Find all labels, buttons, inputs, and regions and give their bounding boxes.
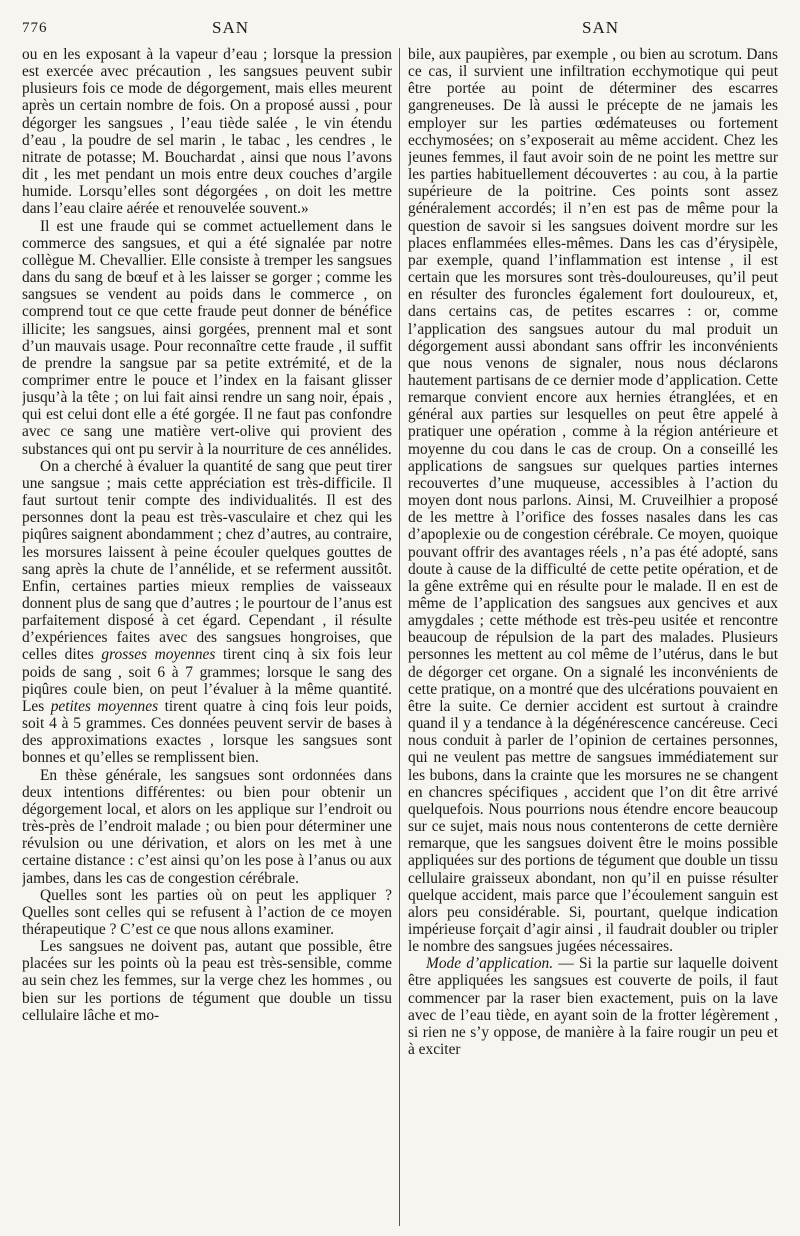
text-run: tirent quatre à cinq fois leur poids, soit 4 à 5 grammes. Ces données peuvent servir de bases à des approximations exactes , lorsque les sangsues sont bonnes et qu’elles se remplissent bien. [22,697,392,767]
paragraph-continued: bile, aux paupières, par exemple , ou bien au scrotum. Dans ce cas, il survient une infiltration ecchymotique qui peut être portée au point de déterminer des escarres gangreneuses. De là aussi le précepte de ne jamais les employer sur les parties œdémateuses ou fortement ecchymosées; on s’exposerait au même accident. Chez les jeunes femmes, il faut avoir soin de ne point les mettre sur les parties habituellement découvertes : au cou, à la partie supérieure de la poitrine. Ces points sont assez généralement accordés; il n’en est pas de même pour la question de savoir si les sangsues doivent mordre sur les places enflammées elles-mêmes. Dans les cas d’érysipèle, par exemple, quand l’inflammation est intense , il est certain que les morsures sont très-douloureuses, qu’il peut en résulter des furoncles également fort douloureux, et, dans certains cas, de petites escarres : or, comme l’application des sangsues autour du mal produit un dégorgement aussi abondant sans offrir les inconvénients que nous venons de signaler, nous nous déclarons hautement partisans de ce dernier mode d’application. Cette remarque convient encore aux hernies étranglées, et en général aux parties sur lesquelles on peut être appelé à pratiquer une opération , comme à la région antérieure et moyenne du cou dans le cas de croup. On a conseillé les applications de sangsues sur quelques parties internes recouvertes d’une muqueuse, accessibles à l’action du moyen dont nous parlons. Ainsi, M. Cruveilhier a proposé de les mettre à l’orifice des fosses nasales dans les cas d’apoplexie ou de congestion cérébrale. Ce moyen, quoique pouvant offrir des avantages réels , n’a pas été adopté, sans doute à cause de la difficulté de cette petite opération, et de la gêne extrême qui en résulte pour le malade. Il en est de même de l’application des sangsues aux gencives et aux amygdales ; cette méthode est très-peu usitée et rencontre beaucoup de répulsion de la part des malades. Plusieurs personnes les mettent au col même de l’utérus, dans le but de dégorger cet organe. On a signalé les inconvénients de cette pratique, on a montré que des ulcérations pouvaient en être la suite. Ce dernier accident est surtout à craindre quand il y a tendance à la dégénérescence cancéreuse. Ceci nous conduit à parler de l’opinion de certaines personnes, qui ne veulent pas mettre de sangsues immédiatement sur les bubons, dans la crainte que les morsures ne se changent en chancres spécifiques , accident que l’on dit être arrivé quelquefois. Nous pourrions nous étendre encore beaucoup sur ce sujet, mais nous nous contenterons de cette dernière remarque, que les sangsues doivent être le moins possible appliquées sur des portions de tégument que double un tissu cellulaire graisseux abondant, non qu’il en puisse résulter quelque accident, mais parce que l’écoulement sanguin est alors peu considérable. Si, pourtant, quelque indication impérieuse forçait d’agir ainsi , il faudrait doubler ou tripler le nombre des sangsues jugées nécessaires. [408,46,778,956]
left-column [22,46,392,1226]
paragraph-blood-quantity [22,458,392,767]
page-number: 776 [22,20,48,36]
italic-term: petites moyennes [50,697,159,715]
text-run: On a cherché à évaluer la quantité de sang que peut tirer une sangsue ; mais cette appréciation est très-difficile. Il faut surtout tenir compte des individualités. Il est des personnes dont la peau est très-vasculaire et chez qui les piqûres saignent abondamment ; chez d’autres, au contraire, les morsures laissent à peine écouler quelques gouttes de sang après la chute de l’annélide, et se referment aussitôt. Enfin, certaines parties mieux remplies de vaisseaux donnent plus de sang que d’autres ; le pourtour de l’anus est parfaitement disposé à cet égard. Cependant , il résulte d’expériences faites avec des sangsues hongroises, que celles dites [22,457,392,664]
text-run: tirent cinq à six fois leur poids de sang , soit 6 à 7 grammes; lorsque le sang des piqûres coule bien, on peut l’évaluer à la même quantité. Les [22,646,392,715]
paragraph-placement: Les sangsues ne doivent pas, autant que possible, être placées sur les points où la peau est très-sensible, comme au sein chez les femmes, sur la verge chez les hommes , ou bien sur les portions de tégument que double un tissu cellulaire lâche et mo- [22,938,392,1024]
section-heading: Mode d’application. [426,955,554,973]
paragraph-intentions: En thèse générale, les sangsues sont ordonnées dans deux intentions différentes: ou bien pour obtenir un dégorgement local, et alors on les applique sur l’endroit ou très-près de l’endroit malade ; ou bien pour déterminer une révulsion ou une dérivation, et alors on les met à une certaine distance : c’est ainsi qu’on les pose à l’anus ou aux jambes, dans les cas de congestion cérébrale. [22,766,392,887]
paragraph-question: Quelles sont les parties où on peut les appliquer ? Quelles sont celles qui se refusent à l’action de ce moyen thérapeutique ? C’est ce que nous allons examiner. [22,886,392,938]
paragraph-continued: ou en les exposant à la vapeur d’eau ; lorsque la pression est exercée avec précaution , les sangsues peuvent subir plusieurs fois ce mode de dégorgement, mais elles meurent après un certain nombre de fois. On a proposé aussi , pour dégorger les sangsues , l’eau tiède salée , le vin étendu d’eau , la poudre de sel marin , le tabac , les cendres , le nitrate de potasse; M. Bouchardat , ainsi que nous l’avons dit , les met pendant un mois entre deux couches d’argile humide. Lorsqu’elles sont dégorgées , on doit les mettre dans l’eau claire aérée et renouvelée souvent.» [22,46,392,218]
right-column [408,46,778,1226]
italic-term: grosses moyennes [101,646,216,664]
text-run: — Si la partie sur laquelle doivent être appliquées les sangsues est couverte de poils, il faut commencer par la raser bien exactement, puis on la lave avec de l’eau tiède, en ayant soin de la frotter légèrement , si rien ne s’y oppose, de manière à la faire rougir un peu et à exciter [408,955,778,1059]
text-columns [22,46,778,1226]
paragraph-fraud: Il est une fraude qui se commet actuellement dans le commerce des sangsues, et qui a été signalée par notre collègue M. Chevallier. Elle consiste à tremper les sangsues dans du sang de bœuf et à les laisser se gorger ; comme les sangsues se vendent au poids dans le commerce , on comprend tout ce que cette fraude peut donner de bénéfice illicite; les sangsues, ainsi gorgées, prennent mal et sont d’un mauvais usage. Pour reconnaître cette fraude , il suffit de prendre la sangsue par sa petite extrémité, et de la comprimer entre le pouce et l’index en la faisant glisser jusqu’à la tête ; on lui fait ainsi rendre un sang noir, épais , qui est celui dont elle a été gorgée. Il ne faut pas confondre avec ce sang une matière vert-olive qui provient des substances qui ont pu servir à la nourriture de ces annélides. [22,217,392,458]
left-running-title: SAN [212,18,250,37]
right-running-title: SAN [582,18,620,37]
running-header [22,16,778,42]
paragraph-mode-application [408,955,778,1058]
